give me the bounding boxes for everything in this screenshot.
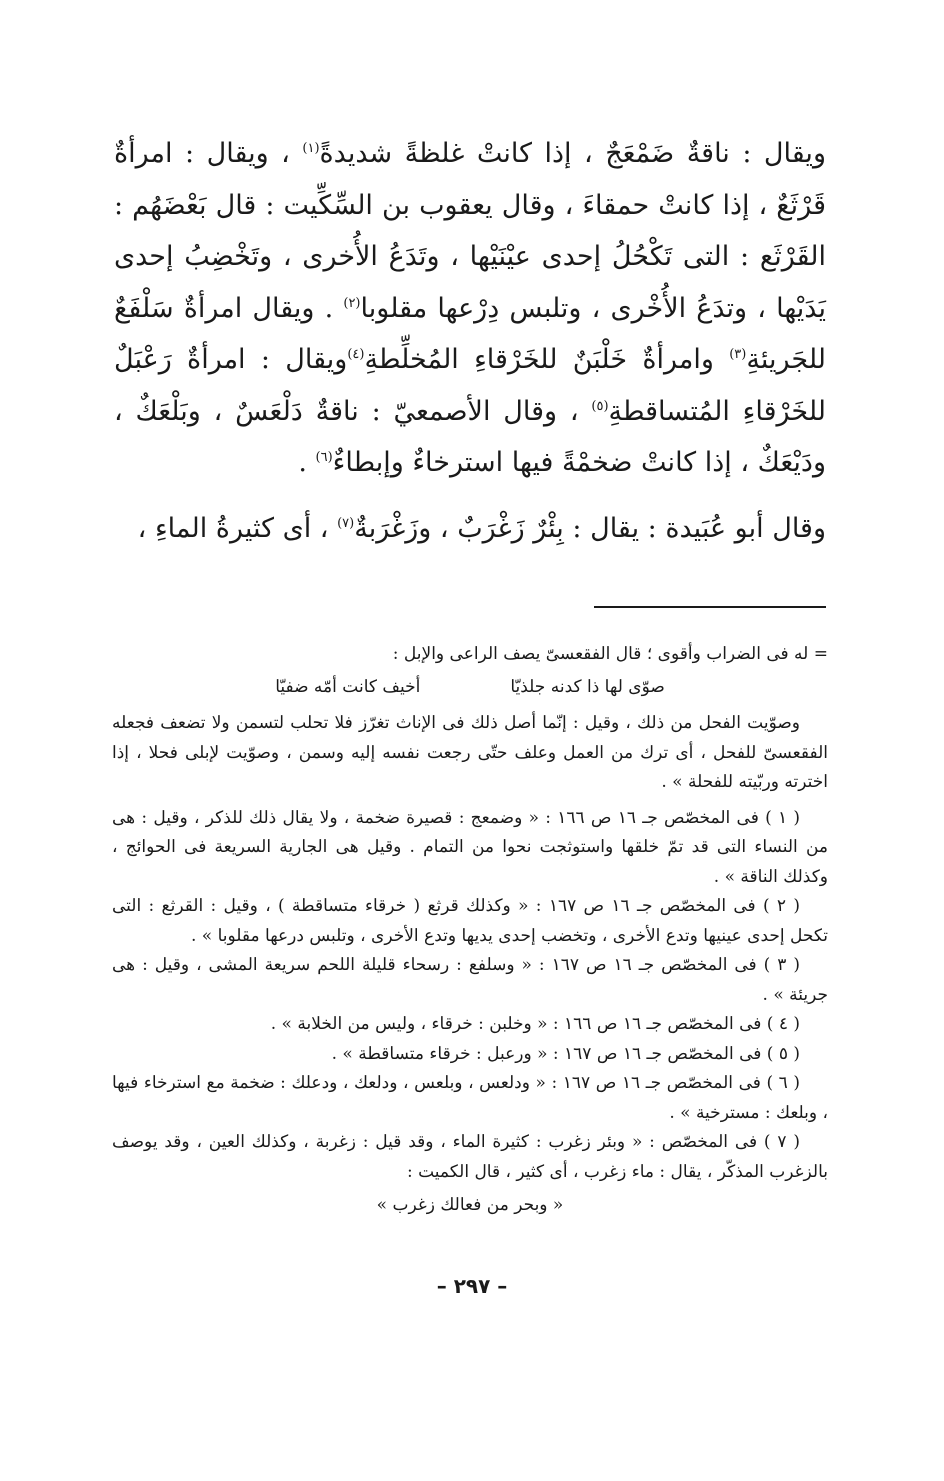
footnote-ref-1: (١) [302,141,320,156]
footnote-7-verse: « وبحر من فعالك زغرب » [376,1195,564,1215]
footnote-1: ( ١ ) فى المخصّص جـ ١٦ ص ١٦٦ : « وضمعج : قصيرة ضخمة ، ولا يقال ذلك للذكر ، وقيل : هى من النساء التى قد تمّ خلقها واستوثجت نحوا من التمام . وقيل هى الجارية السريعة فى الحوائج ، وكذلك الناقة » . [112,807,828,887]
footnote-6: ( ٦ ) فى المخصّص جـ ١٦ ص ١٦٧ : « ودلعس ، وبلعس ، ودلعك ، ودعلك : ضخمة مع استرخاء فيها ، وبلعك : مسترخية » . [112,1073,828,1123]
main-paragraph-1 [114,128,826,489]
footnote-ref-2: (٢) [343,295,361,311]
footnote-2: ( ٢ ) فى المخصّص جـ ١٦ ص ١٦٧ : « وكذلك قرثع ( خرقاء متساقطة ) ، وقيل : القرثع : التى تكحل إحدى عينيها وتدع الأخرى ، وتخضب إحدى يديها وتدع الأخرى ، وتلبس درعها مقلوبا » . [112,896,828,946]
main-text [114,128,826,554]
text-segment: وقال أبو عُبَيدة : يقال : بِئْرٌ زَغْرَبٌ ، وزَغْرَبةٌ [354,512,826,544]
footnote-7: ( ٧ ) فى المخصّص : « وبئر زغرب : كثيرة الماء ، وقد قيل : زغربة ، وكذلك العين ، وقد يوصف بالزغرب المذكّر ، يقال : ماء زغرب ، أى كثير ، قال الكميت : [112,1132,828,1182]
text-segment: ، ويقال : امرأةٌ قَرْثَعٌ ، إذا كانتْ حمقاءَ ، وقال يعقوب بن السِّكِّيت : قال بَعْضَهُم : القَرْثَع : التى تَكْحُلُ إحدى عيْنَيْها ، وتَدَعُ الأُخرى ، وتَخْضِبُ إحدى يَدَيْها ، وتدَعُ الأُخْرى ، وتلبس دِرْعها مقلوبا [114,138,826,324]
footnote-ref-7: (٧) [337,515,355,531]
text-segment: ، أى كثيرةُ الماءِ ، [137,512,338,544]
footnote-divider [594,606,826,608]
footnote-ref-6: (٦) [315,450,333,465]
footnote-5: ( ٥ ) فى المخصّص جـ ١٦ ص ١٦٧ : « ورعبل : خرقاء متساقطة » . [331,1043,800,1064]
footnote-3: ( ٣ ) فى المخصّص جـ ١٦ ص ١٦٧ : « وسلفع : رسحاء قليلة اللحم سريعة المشى ، وقيل : هى جريئة » . [112,955,828,1005]
footnotes [112,640,828,1221]
footnote-ref-5: (٥) [591,398,609,414]
footnote-4: ( ٤ ) فى المخصّص جـ ١٦ ص ١٦٦ : « وخلبن : خرقاء ، وليس من الخلابة » . [270,1014,800,1034]
text-segment: وامرأةٌ خَلْبَنٌ للخَرْقاءِ المُخلِّطةِ [364,344,730,375]
verse-hemistich-first: صوّى لها ذا كدنه جلذيّا [510,676,665,697]
text-segment: . [298,447,316,478]
verse-line [112,673,828,703]
footnote-continuation: = له فى الضراب وأقوى ؛ قال الفقعسىّ يصف الراعى والإبل : [392,644,828,664]
verse-hemistich-second: أخيف كانت أمّه ضفيّا [275,676,421,697]
text-segment: ويقال : امرأةٌ رَعْبَلٌ للخَرْقاءِ المُتساقطةِ [114,344,826,427]
page-number: – ٢٩٧ – [436,1274,508,1298]
text-segment: ، وقال الأصمعيّ : ناقةٌ دَلْعَسٌ ، وبَلْعَكٌ ، ودَيْعَكٌ ، إذا كانتْ ضخمْةً فيها استرخاءٌ وإبطاءٌ [114,395,826,478]
text-segment: . ويقال امرأةٌ سَلْفَعٌ للجَريئةِ [114,292,826,375]
footnote-ref-4: (٤) [347,347,365,362]
footnote-continuation-2: وصوّيت الفحل من ذلك ، وقيل : إنّما أصل ذلك فى الإناث تغرّز فلا تحلب لتسمن ولا تضعف فجعله الفقعسىّ للفحل ، أى ترك من العمل وعلف حتّى رجعت نفسه إليه وسمن ، وصوّيت لإبلى فحلا ، إذا اخترته وربّيته للفحلة » . [112,713,828,792]
text-segment: ويقال : ناقةٌ ضَمْعَجٌ ، إذا كانتْ غلظةً شديدةً [319,138,826,169]
main-paragraph-2 [114,503,826,555]
footnote-ref-3: (٣) [729,347,747,362]
